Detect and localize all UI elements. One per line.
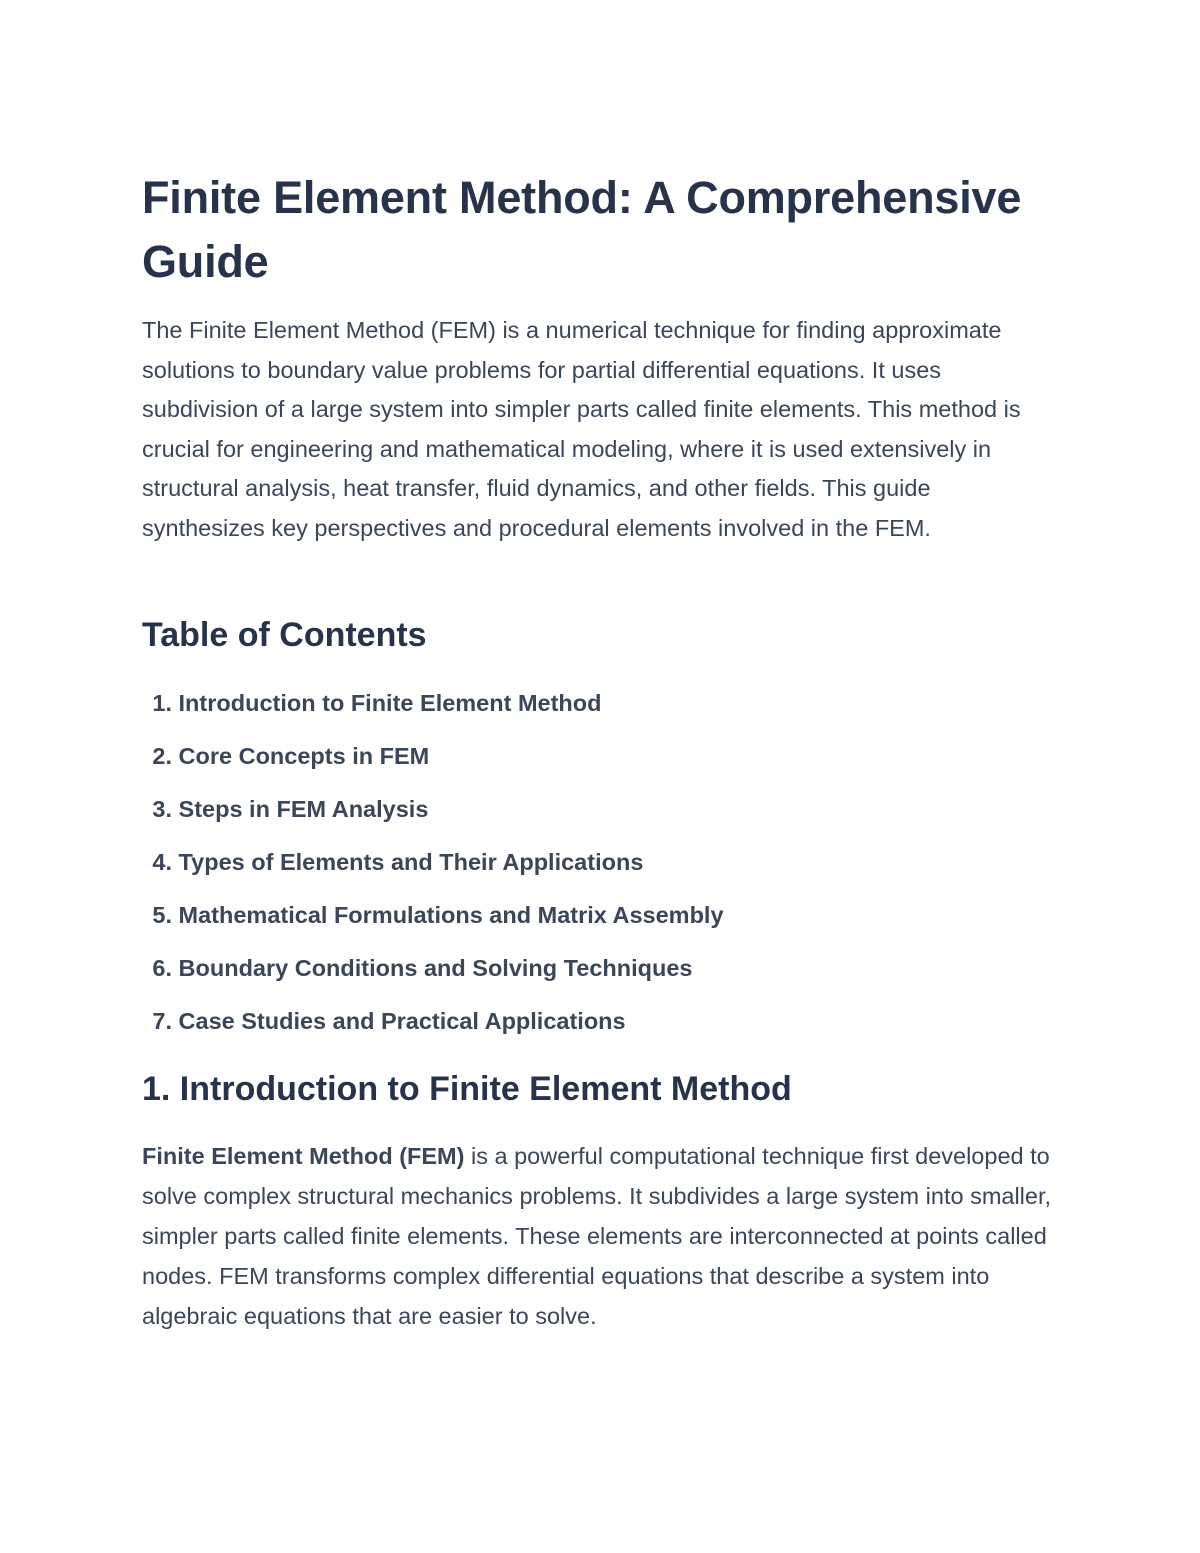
section-lead-term: Finite Element Method (FEM)	[142, 1143, 465, 1169]
toc-item-label[interactable]: Steps in FEM Analysis	[178, 796, 429, 822]
toc-item[interactable]	[142, 1001, 1042, 1054]
document-title: Finite Element Method: A Comprehensive Guide	[142, 172, 1022, 287]
toc-item-number: 3.	[152, 796, 172, 822]
toc-item-number: 5.	[152, 902, 172, 928]
toc-item-label[interactable]: Introduction to Finite Element Method	[178, 690, 602, 716]
toc-item-number: 6.	[152, 955, 172, 981]
toc-heading: Table of Contents	[142, 616, 427, 654]
toc-item-number: 1.	[152, 690, 172, 716]
toc-item-number: 2.	[152, 743, 172, 769]
toc-item-number: 4.	[152, 849, 172, 875]
toc-item-number: 7.	[152, 1008, 172, 1034]
toc-item-label[interactable]: Mathematical Formulations and Matrix Assembly	[178, 902, 724, 928]
section-paragraph	[142, 1136, 1057, 1336]
toc-item[interactable]	[142, 789, 1042, 842]
toc-item[interactable]	[142, 736, 1042, 789]
section-heading: 1. Introduction to Finite Element Method	[142, 1070, 792, 1108]
intro-paragraph: The Finite Element Method (FEM) is a numerical technique for finding approximate solutions to boundary value problems for partial differential equations. It uses subdivision of a large system into simpler parts called finite elements. This method is crucial for engineering and mathematical modeling, where it is used extensively in structural analysis, heat transfer, fluid dynamics, and other fields. This guide synthesizes key perspectives and procedural elements involved in the FEM.	[142, 317, 1021, 541]
toc-item[interactable]	[142, 683, 1042, 736]
toc-item-label[interactable]: Case Studies and Practical Applications	[178, 1008, 626, 1034]
toc-item-label[interactable]: Types of Elements and Their Applications	[178, 849, 644, 875]
toc-list	[142, 683, 1042, 1054]
section-body-text: is a powerful computational technique first developed to solve complex structural mechanics problems. It subdivides a large system into smaller, simpler parts called finite elements. These elements are interconnected at points called nodes. FEM transforms complex differential equations that describe a system into algebraic equations that are easier to solve.	[142, 1143, 1052, 1329]
toc-item[interactable]	[142, 842, 1042, 895]
toc-item[interactable]	[142, 948, 1042, 1001]
toc-item-label[interactable]: Core Concepts in FEM	[178, 743, 430, 769]
toc-item-label[interactable]: Boundary Conditions and Solving Techniques	[178, 955, 693, 981]
toc-item[interactable]	[142, 895, 1042, 948]
